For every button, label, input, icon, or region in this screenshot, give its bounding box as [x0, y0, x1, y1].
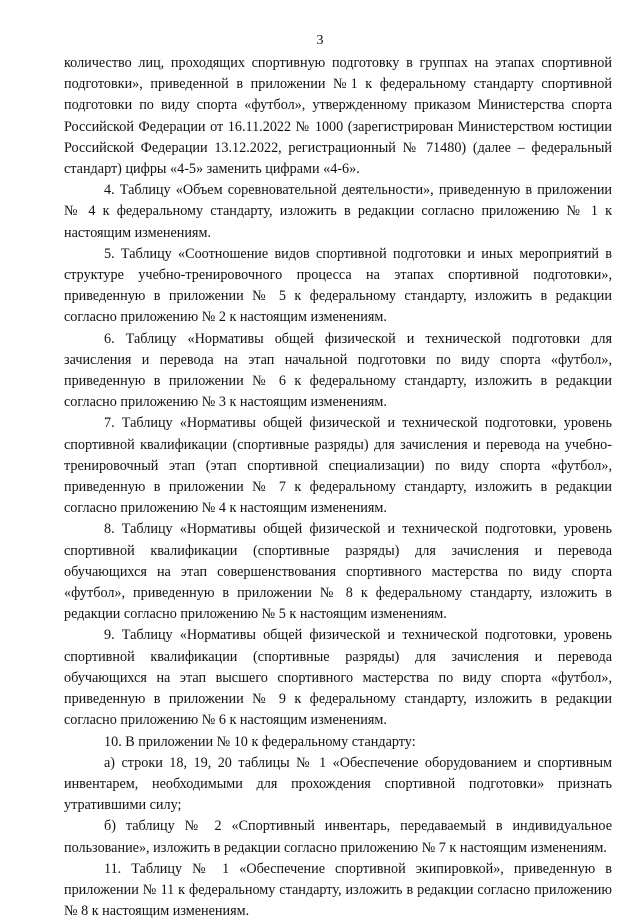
paragraph-item-10-a: а) строки 18, 19, 20 таблицы № 1 «Обеспечение оборудованием и спортивным инвентарем, необходимыми для прохождения спортивной подготовки» признать утратившими силу; [64, 754, 612, 814]
paragraph-item-10: 10. В приложении № 10 к федеральному стандарту: [104, 733, 416, 750]
paragraph-item-5: 5. Таблицу «Соотношение видов спортивной подготовки и иных мероприятий в структуре учебно-тренировочного процесса на этапах спортивной подготовки», приведенную в приложении № 5 к федеральному стандарту, изложить в редакции согласно приложению № 2 к настоящим изменениям. [64, 245, 612, 326]
page-number: 3 [316, 33, 324, 48]
paragraph-item-4: 4. Таблицу «Объем соревновательной деятельности», приведенную в приложении № 4 к федеральному стандарту, изложить в редакции согласно приложению № 1 к настоящим изменениям. [64, 182, 612, 241]
paragraph-item-7: 7. Таблицу «Нормативы общей физической и технической подготовки, уровень спортивной квалификации (спортивные разряды) для зачисления и перевода на учебно-тренировочный этап (этап спортивной специализации) по виду спорта «футбол», приведенную в приложении № 7 к федеральному стандарту, изложить в редакции согласно приложению № 4 к настоящим изменениям. [64, 415, 612, 517]
paragraph-item-10-b: б) таблицу № 2 «Спортивный инвентарь, передаваемый в индивидуальное пользование», изложить в редакции согласно приложению № 7 к настоящим изменениям. [64, 818, 612, 856]
paragraph-item-6: 6. Таблицу «Нормативы общей физической и технической подготовки для зачисления и перевода на этап начальной подготовки по виду спорта «футбол», приведенную в приложении № 6 к федеральному стандарту, изложить в редакции согласно приложению № 3 к настоящим изменениям. [64, 330, 612, 411]
paragraph-continuation: количество лиц, проходящих спортивную подготовку в группах на этапах спортивной подготовки», приведенной в приложении №1 к федеральному стандарту спортивной подготовки по виду спорта «футбол», утвержденному приказом Министерства спорта Российской Федерации от 16.11.2022 № 1000 (зарегистрирован Министерством юстиции Российской Федерации 13.12.2022, регистрационный № 71480) (далее – федеральный стандарт) цифры «4-5» заменить цифрами «4-6». [64, 55, 612, 178]
document-body [64, 53, 612, 922]
paragraph-item-11: 11. Таблицу № 1 «Обеспечение спортивной экипировкой», приведенную в приложении № 11 к федеральному стандарту, изложить в редакции согласно приложению № 8 к настоящим изменениям. [64, 860, 612, 920]
paragraph-item-8: 8. Таблицу «Нормативы общей физической и технической подготовки, уровень спортивной квалификации (спортивные разряды) для зачисления и перевода обучающихся на этап совершенствования спортивного мастерства по виду спорта «футбол», приведенную в приложении № 8 к федеральному стандарту, изложить в редакции согласно приложению № 5 к настоящим изменениям. [64, 521, 612, 623]
paragraph-item-9: 9. Таблицу «Нормативы общей физической и технической подготовки, уровень спортивной квалификации (спортивные разряды) для зачисления и перевода обучающихся на этап высшего спортивного мастерства по виду спорта «футбол», приведенную в приложении № 9 к федеральному стандарту, изложить в редакции согласно приложению № 6 к настоящим изменениям. [64, 627, 612, 729]
